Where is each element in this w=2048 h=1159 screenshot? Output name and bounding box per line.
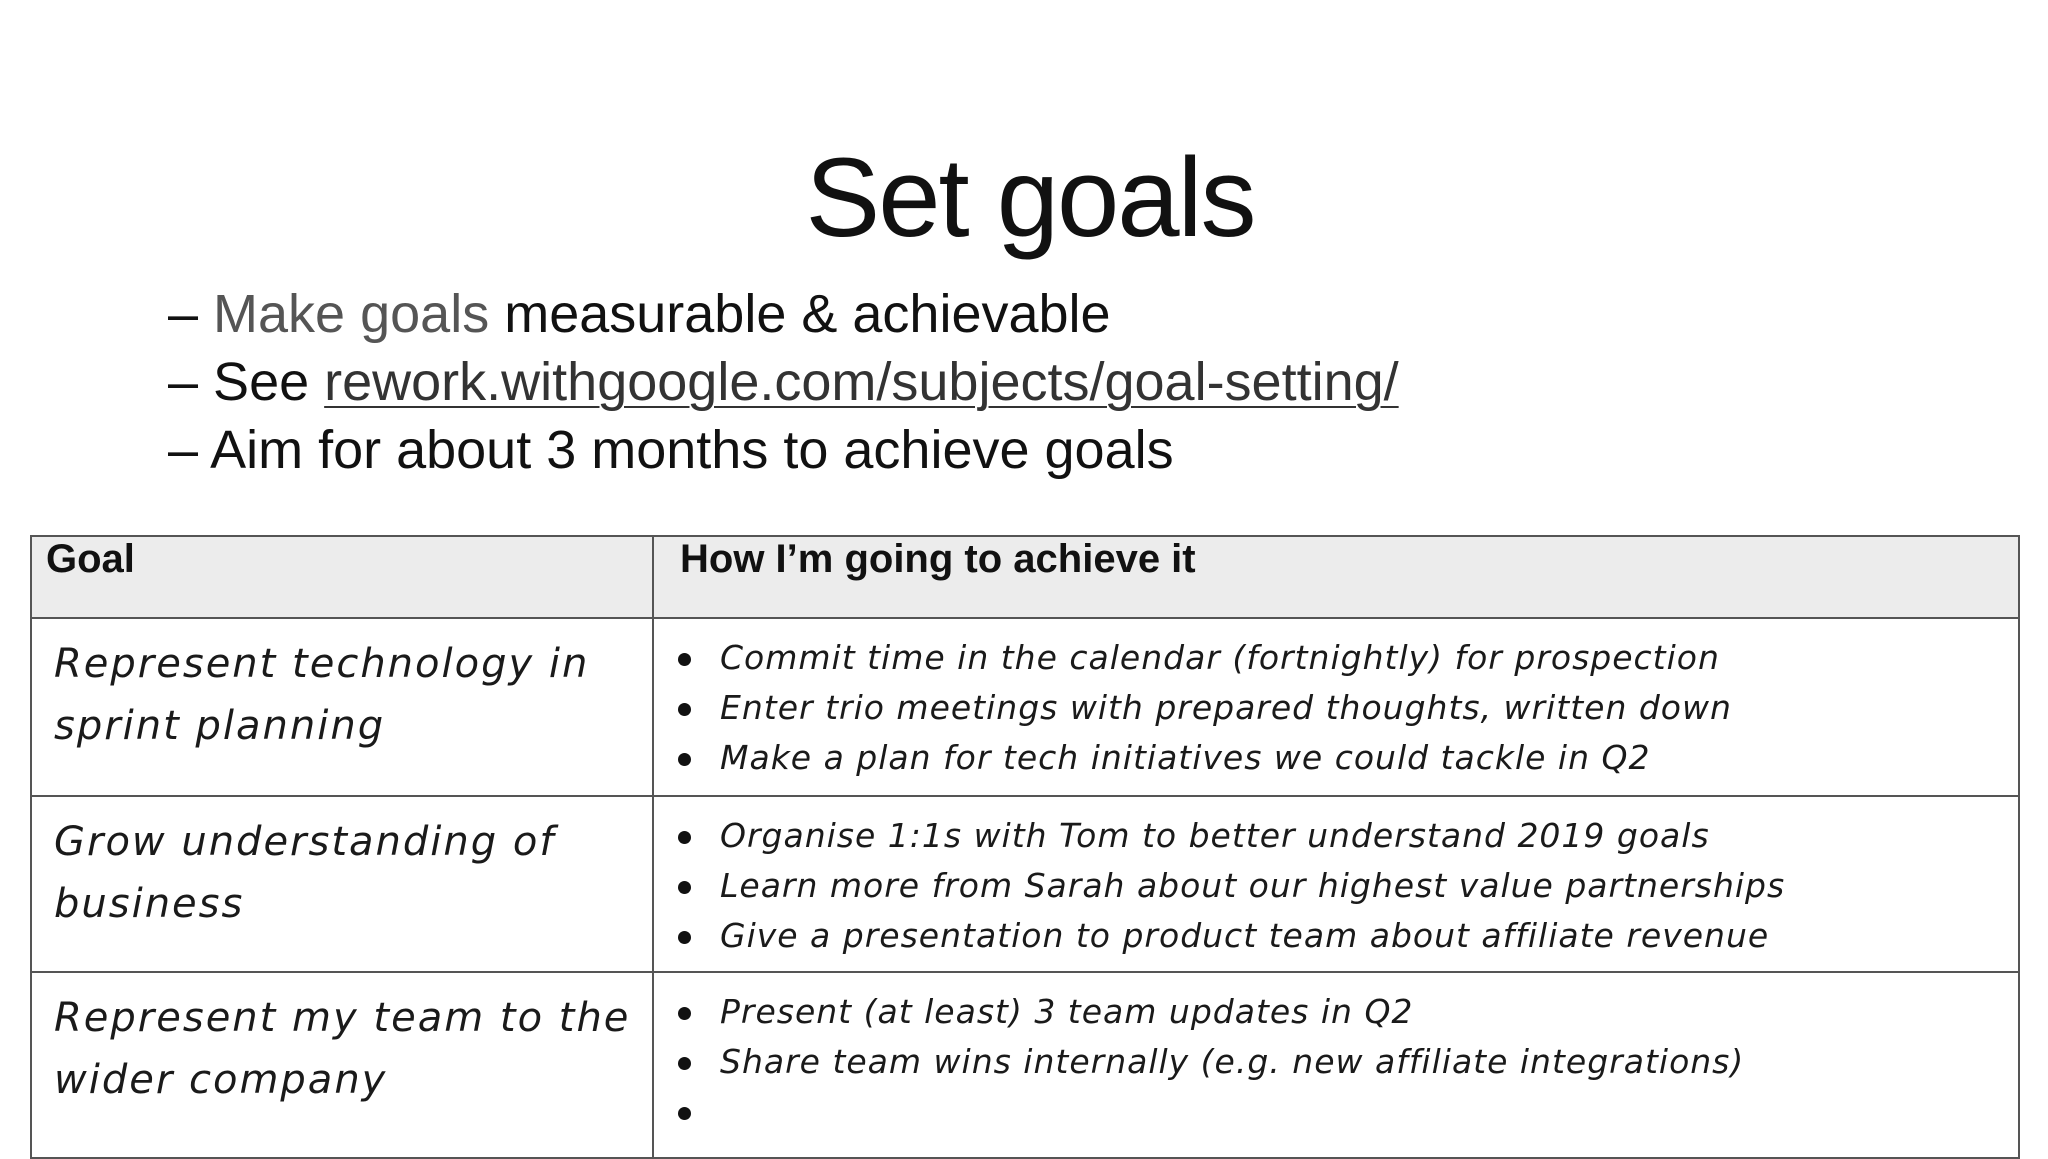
dash: – — [168, 420, 211, 480]
table-row — [31, 972, 2019, 1158]
table-row — [31, 796, 2019, 972]
how-cell — [653, 618, 2019, 796]
guidance-item-timeframe — [168, 416, 1399, 484]
guidance-light-text: Make goals — [213, 284, 490, 344]
step-item: Share team wins internally (e.g. new affiliate integrations) — [672, 1037, 2008, 1087]
goal-cell: Represent my team to the wider company — [31, 972, 653, 1158]
steps-list — [672, 633, 2008, 783]
guidance-prefix: See — [213, 352, 325, 412]
table-row — [31, 618, 2019, 796]
steps-list — [672, 811, 2008, 961]
slide-title: Set goals — [805, 135, 1255, 260]
guidance-item-measurable — [168, 280, 1399, 348]
step-item: Enter trio meetings with prepared thoughts, written down — [672, 683, 2008, 733]
step-item: Learn more from Sarah about our highest value partnerships — [672, 861, 2008, 911]
guidance-text: Aim for about 3 months to achieve goals — [210, 420, 1174, 480]
goals-table — [30, 535, 2020, 1159]
dash: – — [168, 284, 214, 344]
guidance-item-link — [168, 348, 1399, 416]
guidance-strong-text: measurable & achievable — [489, 284, 1111, 344]
goal-cell: Represent technology in sprint planning — [31, 618, 653, 796]
step-item: Present (at least) 3 team updates in Q2 — [672, 987, 2008, 1037]
guidance-list — [168, 280, 1399, 484]
dash: – — [168, 352, 214, 412]
how-cell — [653, 796, 2019, 972]
step-item: Commit time in the calendar (fortnightly) for prospection — [672, 633, 2008, 683]
header-how: How I’m going to achieve it — [653, 536, 2019, 618]
how-cell — [653, 972, 2019, 1158]
steps-list — [672, 987, 2008, 1087]
header-goal: Goal — [31, 536, 653, 618]
step-item: Make a plan for tech initiatives we could tackle in Q2 — [672, 733, 2008, 783]
rework-link[interactable]: rework.withgoogle.com/subjects/goal-setting/ — [324, 352, 1399, 412]
goal-cell: Grow understanding of business — [31, 796, 653, 972]
table-header-row — [31, 536, 2019, 618]
step-item: Organise 1:1s with Tom to better understand 2019 goals — [672, 811, 2008, 861]
step-item: Give a presentation to product team about affiliate revenue — [672, 911, 2008, 961]
